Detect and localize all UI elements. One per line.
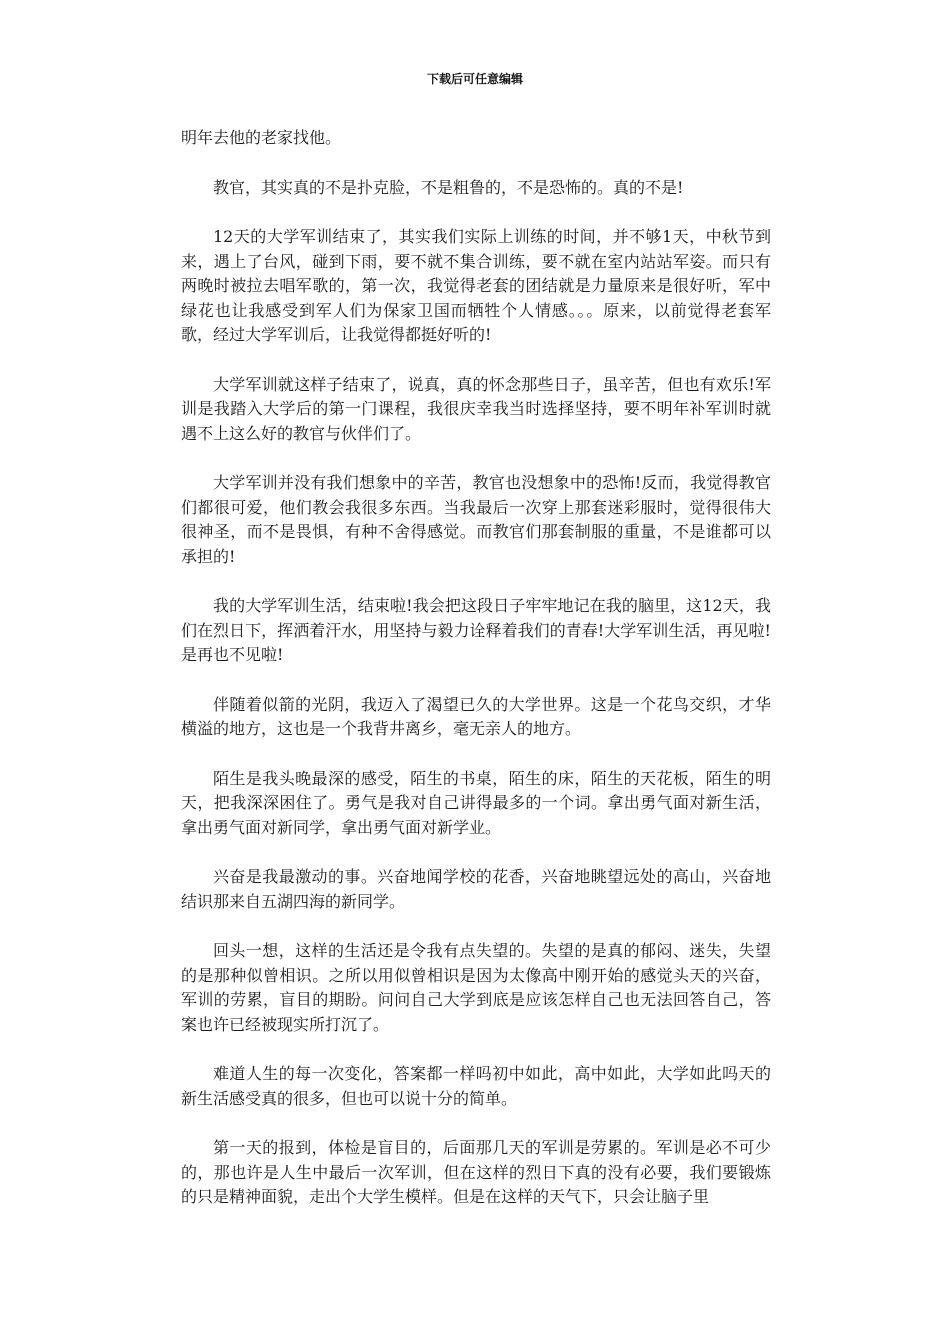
paragraph: 兴奋是我最激动的事。兴奋地闻学校的花香，兴奋地眺望远处的高山，兴奋地结识那来自五湖四海的新同学。 — [181, 867, 771, 911]
paragraph: 大学军训并没有我们想象中的辛苦，教官也没想象中的恐怖!反而，我觉得教官们都很可爱，他们教会我很多东西。当我最后一次穿上那套迷彩服时，觉得很伟大很神圣，而不是畏惧，有种不舍得感觉。而教官们那套制服的重量，不是谁都可以承担的! — [181, 473, 771, 566]
paragraph: 难道人生的每一次变化，答案都一样吗初中如此，高中如此，大学如此吗天的新生活感受真的很多，但也可以说十分的简单。 — [181, 1064, 771, 1108]
paragraph: 大学军训就这样子结束了，说真，真的怀念那些日子，虽辛苦，但也有欢乐!军训是我踏入大学后的第一门课程，我很庆幸我当时选择坚持，要不明年补军训时就遇不上这么好的教官与伙伴们了。 — [181, 374, 771, 443]
paragraph: 我的大学军训生活，结束啦!我会把这段日子牢牢地记在我的脑里，这12天，我们在烈日下，挥洒着汗水，用坚持与毅力诠释着我们的青春!大学军训生活，再见啦!是再也不见啦! — [181, 596, 771, 664]
paragraph: 回头一想，这样的生活还是令我有点失望的。失望的是真的郁闷、迷失，失望的是那种似曾相识。之所以用似曾相识是因为太像高中刚开始的感觉头天的兴奋，军训的劳累，盲目的期盼。问问自己大学到底是应该怎样自己也无法回答自己，答案也许已经被现实所打沉了。 — [181, 941, 771, 1034]
paragraph: 伴随着似箭的光阴，我迈入了渴望已久的大学世界。这是一个花鸟交织，才华横溢的地方，这也是一个我背井离乡，毫无亲人的地方。 — [181, 694, 771, 738]
paragraph: 明年去他的老家找他。 — [181, 128, 342, 147]
page-header: 下载后可任意编辑 — [426, 72, 523, 86]
paragraph: 12天的大学军训结束了，其实我们实际上训练的时间，并不够1天，中秋节到来，遇上了台风，碰到下雨，要不就不集合训练，要不就在室内站站军姿。而只有两晚时被拉去唱军歌的，第一次，我觉得老套的团结就是力量原来是很好听，军中绿花也让我感受到军人们为保家卫国而牺牲个人情感。。。原来，以前觉得老套军歌，经过大学军训后，让我觉得都挺好听的! — [181, 227, 771, 344]
paragraph: 第一天的报到，体检是盲目的，后面那几天的军训是劳累的。军训是必不可少的，那也许是人生中最后一次军训，但在这样的烈日下真的没有必要，我们要锻炼的只是精神面貌，走出个大学生模样。但是在这样的天气下，只会让脑子里 — [181, 1138, 771, 1206]
paragraph: 教官，其实真的不是扑克脸，不是粗鲁的，不是恐怖的。真的不是! — [213, 177, 684, 197]
document-body — [181, 126, 771, 1235]
paragraph: 陌生是我头晚最深的感受，陌生的书桌，陌生的床，陌生的天花板，陌生的明天，把我深深困住了。勇气是我对自己讲得最多的一个词。拿出勇气面对新生活，拿出勇气面对新同学，拿出勇气面对新学业。 — [181, 768, 771, 837]
